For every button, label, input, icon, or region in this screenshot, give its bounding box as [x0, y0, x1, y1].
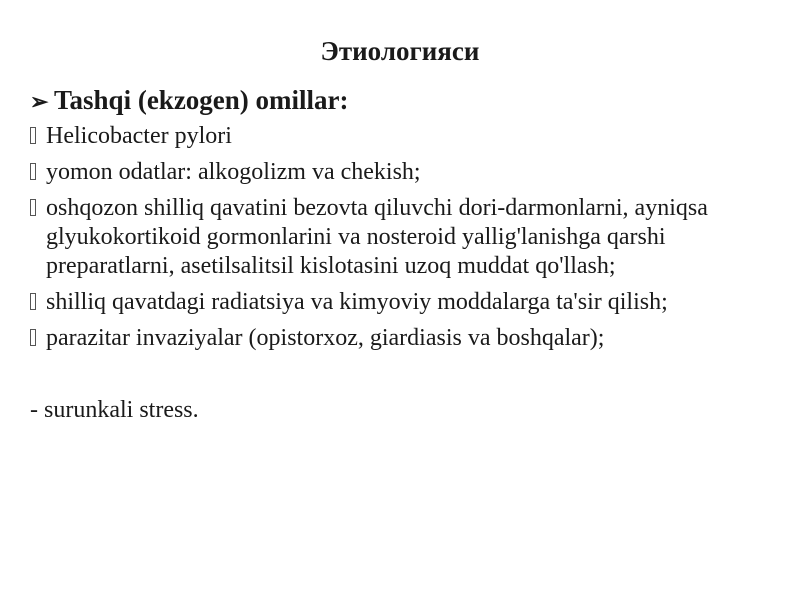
bullet-list — [30, 122, 770, 360]
list-item-text: oshqozon shilliq qavatini bezovta qiluvchi dori-darmonlarni, ayniqsa glyukokortikoid gormonlarini va nosteroid yallig'lanishga qarshi preparatlarni, asetilsalitsil kislotasini uzoq muddat qo'llash; — [46, 195, 708, 279]
section-heading — [30, 82, 349, 120]
box-bullet-icon — [30, 127, 36, 144]
list-item-text: parazitar invaziyalar (opistorxoz, giardiasis va boshqalar); — [46, 325, 605, 351]
list-item — [30, 288, 770, 317]
list-item — [30, 324, 770, 353]
box-bullet-icon — [30, 163, 36, 180]
list-item — [30, 122, 770, 151]
section-heading-text: Tashqi (ekzogen) omillar: — [54, 85, 349, 115]
box-bullet-icon — [30, 199, 36, 216]
list-item-text: yomon odatlar: alkogolizm va chekish; — [46, 159, 421, 185]
slide-title: Этиологияси — [320, 36, 480, 66]
box-bullet-icon — [30, 293, 36, 310]
box-bullet-icon — [30, 329, 36, 346]
list-item — [30, 194, 770, 281]
list-item-text: Helicobacter pylori — [46, 123, 232, 149]
arrow-bullet-icon: ➢ — [30, 89, 49, 114]
list-item — [30, 158, 770, 187]
last-line: - surunkali stress. — [30, 397, 199, 423]
list-item-text: shilliq qavatdagi radiatsiya va kimyoviy moddalarga ta'sir qilish; — [46, 289, 668, 315]
